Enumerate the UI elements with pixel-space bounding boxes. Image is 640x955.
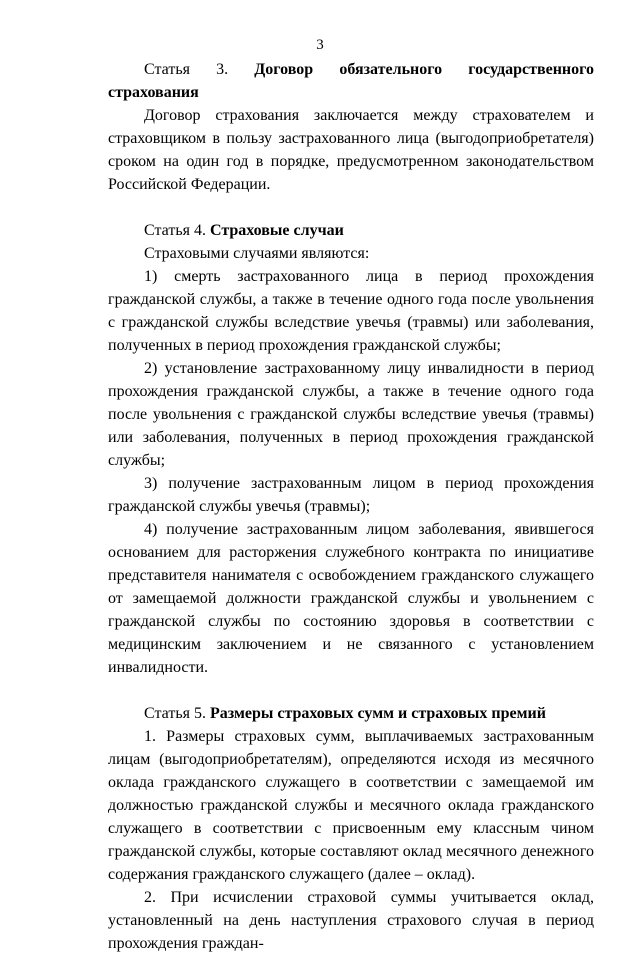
article-title: Размеры страховых сумм и страховых премий — [209, 705, 546, 722]
paragraph: 3) получение застрахованным лицом в период прохождения гражданской службы увечья (травмы); — [108, 475, 594, 515]
article-title: Договор обязательного государственного страхования — [108, 61, 595, 101]
document-body — [108, 58, 594, 955]
article-title: Страховые случаи — [209, 222, 344, 239]
article-heading — [108, 219, 594, 242]
page-number: 3 — [316, 37, 324, 53]
paragraph: 2) установление застрахованному лицу инвалидности в период прохождения гражданской службы, а также в течение одного года после увольнения с гражданской службы вследствие увечья (травмы) или заболевания, полученных в период прохождения гражданской службы; — [108, 360, 594, 469]
article-number: Статья 5. — [144, 705, 206, 722]
article-number: Статья 3. — [144, 61, 229, 78]
article-3 — [108, 58, 594, 196]
article-heading — [108, 58, 594, 104]
article-number: Статья 4. — [144, 222, 206, 239]
article-heading — [108, 702, 594, 725]
paragraph: 1) смерть застрахованного лица в период прохождения гражданской службы, а также в течение одного года после увольнения с гражданской службы вследствие увечья (травмы) или заболевания, полученных в период прохождения гражданской службы; — [108, 268, 594, 354]
paragraph: 4) получение застрахованным лицом заболевания, явившегося основанием для расторжения служебного контракта по инициативе представителя нанимателя с освобождением гражданского служащего от замещаемой должности гражданской службы и увольнением с гражданской службы по состоянию здоровья в соответствии с медицинским заключением и не связанного с установлением инвалидности. — [108, 521, 594, 676]
article-5 — [108, 702, 594, 955]
paragraph: Страховыми случаями являются: — [144, 245, 370, 262]
paragraph: 2. При исчислении страховой суммы учитывается оклад, установленный на день наступления страхового случая в период прохождения граждан- — [108, 889, 594, 952]
article-4 — [108, 219, 594, 679]
paragraph: Договор страхования заключается между страхователем и страховщиком в пользу застрахованного лица (выгодоприобретателя) сроком на один год в порядке, предусмотренном законодательством Российской Федерации. — [108, 107, 594, 193]
paragraph: 1. Размеры страховых сумм, выплачиваемых застрахованным лицам (выгодоприобретателям), определяются исходя из месячного оклада гражданского служащего в соответствии с замещаемой им должностью гражданской службы и месячного оклада гражданского служащего в соответствии с присвоенным ему классным чином гражданской службы, которые составляют оклад месячного денежного содержания гражданского служащего (далее – оклад). — [108, 728, 594, 883]
